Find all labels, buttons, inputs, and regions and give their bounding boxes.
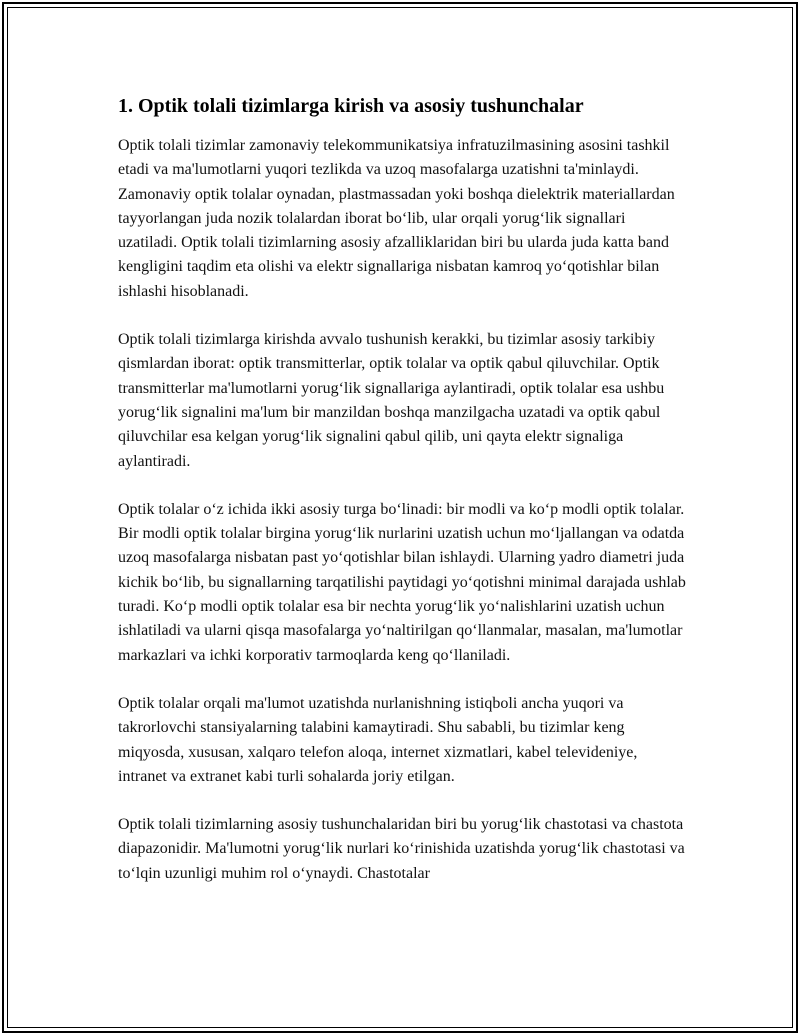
paragraph-2: Optik tolali tizimlarga kirishda avvalo tushunish kerakki, bu tizimlar asosiy tarkibiy qismlardan iborat: optik transmitterlar, optik tolalar va optik qabul qiluvchilar. Optik transmitterlar ma'lumotlarni yorug‘lik signallariga aylantiradi, optik tolalar esa ushbu yorug‘lik signalini ma'lum bir manzildan boshqa manzilgacha uzatadi va optik qabul qiluvchilar esa kelgan yorug‘lik signalini qabul qilib, uni qayta elektr signaliga aylantiradi.: [118, 331, 665, 470]
paragraph-1: Optik tolali tizimlar zamonaviy telekommunikatsiya infratuzilmasining asosini tashkil etadi va ma'lumotlarni yuqori tezlikda va uzoq masofalarga uzatishni ta'minlaydi. Zamonaviy optik tolalar oynadan, plastmassadan yoki boshqa dielektrik materiallardan tayyorlangan juda nozik tolalardan iborat bo‘lib, ular orqali yorug‘lik signallari uzatiladi. Optik tolali tizimlarning asosiy afzalliklaridan biri bu ularda juda katta band kengligini taqdim eta olishi va elektr signallariga nisbatan kamroq yo‘qotishlar bilan ishlashi hisoblanadi.: [118, 137, 675, 300]
paragraph-5: Optik tolali tizimlarning asosiy tushunchalaridan biri bu yorug‘lik chastotasi va chastota diapazonidir. Ma'lumotni yorug‘lik nurlari ko‘rinishida uzatishda yorug‘lik chastotasi va to‘lqin uzunligi muhim rol o‘ynaydi. Chastotalar: [118, 816, 685, 882]
section-heading: 1. Optik tolali tizimlarga kirish va asosiy tushunchalar: [118, 95, 584, 117]
document-body: [118, 92, 688, 910]
paragraph-4: Optik tolalar orqali ma'lumot uzatishda nurlanishning istiqboli ancha yuqori va takrorlovchi stansiyalarning talabini kamaytiradi. Shu sababli, bu tizimlar keng miqyosda, xususan, xalqaro telefon aloqa, internet xizmatlari, kabel televideniye, intranet va extranet kabi turli sohalarda joriy etilgan.: [118, 694, 638, 785]
paragraph-3: Optik tolalar o‘z ichida ikki asosiy turga bo‘linadi: bir modli va ko‘p modli optik tolalar. Bir modli optik tolalar birgina yorug‘lik nurlarini uzatish uchun mo‘ljallangan va odatda uzoq masofalarga nisbatan past yo‘qotishlar bilan ishlaydi. Ularning yadro diametri juda kichik bo‘lib, bu signallarning tarqatilishi paytidagi yo‘qotishni minimal darajada ushlab turadi. Ko‘p modli optik tolalar esa bir nechta yorug‘lik yo‘nalishlarini uzatish uchun ishlatiladi va ularni qisqa masofalarga yo‘naltirilgan qo‘llanmalar, masalan, ma'lumotlar markazlari va ichki korporativ tarmoqlarda keng qo‘llaniladi.: [118, 500, 686, 664]
